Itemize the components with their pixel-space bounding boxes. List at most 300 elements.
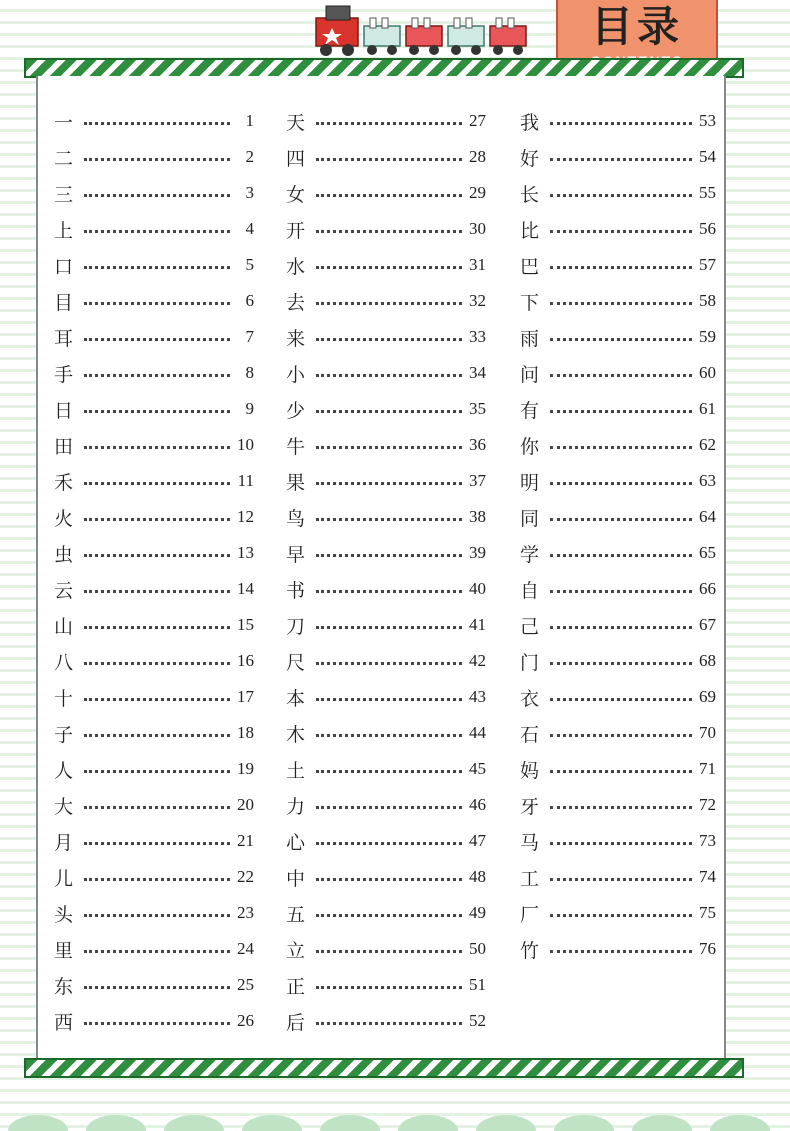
toc-character: 自 [520,579,540,602]
dot-leader [316,410,462,413]
toc-entry [286,646,486,676]
toc-page-number: 23 [237,903,254,922]
toc-page-number: 43 [469,687,486,706]
toc-entry [54,214,254,244]
toc-page-number: 10 [237,435,254,454]
toc-entry [286,394,486,424]
toc-entry [520,430,716,460]
toc-page-number: 72 [699,795,716,814]
toc-character: 十 [54,687,74,710]
toc-page-number: 49 [469,903,486,922]
scallop-shape [710,1115,770,1131]
toc-character: 日 [54,399,74,422]
toc-character: 禾 [54,471,74,494]
toc-character: 田 [54,435,74,458]
toc-character: 长 [520,183,540,206]
toc-entry [520,934,716,964]
toc-character: 月 [54,831,74,854]
dot-leader [84,698,230,701]
toc-page-number: 27 [469,111,486,130]
dot-leader [550,194,692,197]
toc-entry [286,430,486,460]
toc-character: 子 [54,723,74,746]
dot-leader [84,374,230,377]
toc-page-number: 11 [237,471,254,490]
dot-leader [316,446,462,449]
toc-entry [54,106,254,136]
toc-page-number: 48 [469,867,486,886]
toc-page-number: 2 [245,147,254,166]
dot-leader [84,770,230,773]
toc-entry [520,718,716,748]
toc-entry [286,574,486,604]
toc-entry [286,970,486,1000]
toc-page-number: 39 [469,543,486,562]
toc-entry [54,754,254,784]
dot-leader [316,662,462,665]
toc-character: 厂 [520,903,540,926]
toc-page-number: 40 [469,579,486,598]
toc-character: 山 [54,615,74,638]
toc-page-number: 67 [699,615,716,634]
toc-character: 三 [54,183,74,206]
dot-leader [84,230,230,233]
toc-page-number: 41 [469,615,486,634]
toc-entry [286,214,486,244]
toc-entry [54,142,254,172]
toc-character: 女 [286,183,306,206]
toc-entry [286,106,486,136]
dot-leader [316,518,462,521]
toc-character: 你 [520,435,540,458]
toc-entry [286,826,486,856]
toc-character: 力 [286,795,306,818]
toc-character: 里 [54,939,74,962]
toc-page-number: 76 [699,939,716,958]
toc-character: 比 [520,219,540,242]
toc-page-number: 16 [237,651,254,670]
toc-entry [520,682,716,712]
dot-leader [84,266,230,269]
dot-leader [316,158,462,161]
toc-page-number: 28 [469,147,486,166]
toc-character: 牙 [520,795,540,818]
dot-leader [550,158,692,161]
toc-entry [286,538,486,568]
toc-entry [286,862,486,892]
scallop-shape [164,1115,224,1131]
toc-entry [54,1006,254,1036]
toc-entry [286,1006,486,1036]
toc-page-number: 34 [469,363,486,382]
dot-leader [550,842,692,845]
toc-page-number: 12 [237,507,254,526]
scallop-shape [554,1115,614,1131]
toc-page-number: 50 [469,939,486,958]
toc-character: 上 [54,219,74,242]
dot-leader [550,950,692,953]
toc-entry [520,610,716,640]
toc-entry [54,718,254,748]
dot-leader [550,266,692,269]
toc-entry [286,502,486,532]
toc-page-number: 62 [699,435,716,454]
toc-character: 刀 [286,615,306,638]
toc-page-number: 64 [699,507,716,526]
toc-character: 少 [286,399,306,422]
toc-entry [54,574,254,604]
dot-leader [316,626,462,629]
dot-leader [316,770,462,773]
toc-character: 好 [520,147,540,170]
toc-entry [54,898,254,928]
toc-page-number: 3 [245,183,254,202]
toc-entry [286,682,486,712]
dot-leader [316,950,462,953]
toc-entry [54,178,254,208]
toc-character: 竹 [520,939,540,962]
dot-leader [316,806,462,809]
dot-leader [316,698,462,701]
dot-leader [550,734,692,737]
toc-character: 云 [54,579,74,602]
dot-leader [550,446,692,449]
toc-character: 口 [54,255,74,278]
toc-entry [54,286,254,316]
toc-character: 同 [520,507,540,530]
toc-entry [520,538,716,568]
dot-leader [316,914,462,917]
toc-page-number: 26 [237,1011,254,1030]
toc-entry [54,790,254,820]
toc-page-number: 57 [699,255,716,274]
toc-entry [286,790,486,820]
toc-entry [520,286,716,316]
toc-entry [286,754,486,784]
toc-page-number: 25 [237,975,254,994]
toc-character: 妈 [520,759,540,782]
dot-leader [84,626,230,629]
toc-character: 四 [286,147,306,170]
toc-entry [286,610,486,640]
toc-page-number: 52 [469,1011,486,1030]
toy-train-icon [312,4,552,58]
dot-leader [84,194,230,197]
toc-character: 小 [286,363,306,386]
toc-page-number: 56 [699,219,716,238]
toc-page-number: 59 [699,327,716,346]
toc-entry [286,718,486,748]
dot-leader [550,122,692,125]
dot-leader [550,878,692,881]
dot-leader [550,554,692,557]
dot-leader [316,374,462,377]
dot-leader [84,878,230,881]
scallop-shape [8,1115,68,1131]
toc-character: 八 [54,651,74,674]
toc-page-number: 58 [699,291,716,310]
toc-character: 来 [286,327,306,350]
toc-character: 巴 [520,255,540,278]
toc-page-number: 7 [245,327,254,346]
toc-page-number: 38 [469,507,486,526]
toc-page-number: 60 [699,363,716,382]
scallop-shape [476,1115,536,1131]
toc-page-number: 71 [699,759,716,778]
toc-character: 本 [286,687,306,710]
dot-leader [316,230,462,233]
toc-character: 学 [520,543,540,566]
toc-entry [520,106,716,136]
toc-page-number: 70 [699,723,716,742]
toc-character: 鸟 [286,507,306,530]
toc-page-number: 47 [469,831,486,850]
toc-entry [54,322,254,352]
toc-entry [286,250,486,280]
toc-character: 去 [286,291,306,314]
toc-page-number: 51 [469,975,486,994]
toc-character: 火 [54,507,74,530]
dot-leader [550,626,692,629]
toc-character: 心 [286,831,306,854]
dot-leader [84,122,230,125]
toc-character: 牛 [286,435,306,458]
toc-entry [286,466,486,496]
toc-entry [286,178,486,208]
toc-entry [286,898,486,928]
dot-leader [550,518,692,521]
dot-leader [84,662,230,665]
toc-page-number: 30 [469,219,486,238]
toc-page-number: 53 [699,111,716,130]
toc-character: 雨 [520,327,540,350]
dot-leader [84,590,230,593]
toc-character: 果 [286,471,306,494]
toc-page-number: 29 [469,183,486,202]
toc-page-number: 18 [237,723,254,742]
scallop-shape [86,1115,146,1131]
dot-leader [550,302,692,305]
toc-character: 手 [54,363,74,386]
toc-page-number: 22 [237,867,254,886]
toc-entry [520,790,716,820]
dot-leader [316,194,462,197]
dot-leader [550,914,692,917]
toc-entry [54,682,254,712]
dot-leader [84,986,230,989]
toc-character: 儿 [54,867,74,890]
toc-page-number: 54 [699,147,716,166]
toc-character: 东 [54,975,74,998]
toc-entry [286,322,486,352]
dot-leader [84,950,230,953]
toc-page-number: 6 [245,291,254,310]
toc-entry [286,286,486,316]
toc-entry [520,178,716,208]
toc-character: 己 [520,615,540,638]
toc-character: 土 [286,759,306,782]
dot-leader [84,734,230,737]
dot-leader [84,482,230,485]
toc-character: 问 [520,363,540,386]
dot-leader [316,554,462,557]
dot-leader [316,986,462,989]
toc-character: 明 [520,471,540,494]
dot-leader [550,482,692,485]
toc-character: 西 [54,1011,74,1034]
toc-character: 天 [286,111,306,134]
toc-page-number: 31 [469,255,486,274]
toc-character: 我 [520,111,540,134]
toc-page-number: 35 [469,399,486,418]
toc-entry [520,646,716,676]
dot-leader [84,1022,230,1025]
toc-character: 尺 [286,651,306,674]
page-title: 目录 [590,2,683,51]
toc-character: 木 [286,723,306,746]
contents-panel [36,76,726,1060]
toc-entry [520,358,716,388]
dot-leader [316,1022,462,1025]
toc-entry [286,358,486,388]
dot-leader [84,338,230,341]
toc-page-number: 66 [699,579,716,598]
dot-leader [84,914,230,917]
toc-page-number: 21 [237,831,254,850]
toc-page-number: 20 [237,795,254,814]
toc-page-number: 37 [469,471,486,490]
toc-entry [54,430,254,460]
dot-leader [84,806,230,809]
toc-character: 开 [286,219,306,242]
toc-page-number: 65 [699,543,716,562]
dot-leader [550,374,692,377]
toc-entry [520,574,716,604]
toc-page-number: 19 [237,759,254,778]
toc-entry [520,142,716,172]
toc-page-number: 24 [237,939,254,958]
dot-leader [316,338,462,341]
toc-page-number: 36 [469,435,486,454]
toc-character: 立 [286,939,306,962]
toc-character: 书 [286,579,306,602]
toc-entry [520,466,716,496]
scallop-shape [632,1115,692,1131]
toc-page-number: 63 [699,471,716,490]
dot-leader [550,698,692,701]
toc-page-number: 73 [699,831,716,850]
toc-page-number: 15 [237,615,254,634]
toc-character: 正 [286,975,306,998]
toc-page-number: 42 [469,651,486,670]
top-stripe-border [24,58,744,78]
scallop-shape [242,1115,302,1131]
toc-character: 马 [520,831,540,854]
toc-page-number: 61 [699,399,716,418]
toc-entry [54,970,254,1000]
dot-leader [84,554,230,557]
toc-character: 工 [520,867,540,890]
toc-page-number: 9 [245,399,254,418]
toc-entry [520,862,716,892]
dot-leader [316,590,462,593]
toc-character: 门 [520,651,540,674]
dot-leader [316,122,462,125]
dot-leader [84,302,230,305]
dot-leader [316,302,462,305]
dot-leader [550,806,692,809]
dot-leader [550,338,692,341]
scallop-shape [398,1115,458,1131]
toc-entry [54,826,254,856]
toc-character: 人 [54,759,74,782]
dot-leader [316,734,462,737]
scallop-border-decoration [0,1112,790,1131]
toc-page-number: 13 [237,543,254,562]
toc-entry [54,502,254,532]
dot-leader [550,230,692,233]
toc-page-number: 68 [699,651,716,670]
dot-leader [316,842,462,845]
dot-leader [84,446,230,449]
toc-entry [520,898,716,928]
toc-character: 五 [286,903,306,926]
toc-page-number: 1 [245,111,254,130]
dot-leader [84,518,230,521]
toc-page-number: 4 [245,219,254,238]
toc-page-number: 75 [699,903,716,922]
toc-character: 水 [286,255,306,278]
toc-page-number: 55 [699,183,716,202]
dot-leader [550,590,692,593]
toc-entry [54,646,254,676]
toc-entry [54,358,254,388]
toc-entry [54,610,254,640]
toc-entry [520,826,716,856]
toc-entry [520,250,716,280]
toc-character: 耳 [54,327,74,350]
toc-character: 一 [54,111,74,134]
toc-character: 下 [520,291,540,314]
toc-page-number: 69 [699,687,716,706]
toc-page-number: 17 [237,687,254,706]
toc-entry [54,862,254,892]
dot-leader [550,770,692,773]
dot-leader [550,662,692,665]
toc-entry [286,142,486,172]
scallop-shape [320,1115,380,1131]
toc-character: 大 [54,795,74,818]
toc-character: 石 [520,723,540,746]
dot-leader [550,410,692,413]
dot-leader [84,842,230,845]
toc-entry [520,502,716,532]
toc-entry [54,250,254,280]
toc-character: 有 [520,399,540,422]
toc-character: 后 [286,1011,306,1034]
bottom-stripe-border [24,1058,744,1078]
toc-page-number: 44 [469,723,486,742]
dot-leader [316,266,462,269]
toc-character: 头 [54,903,74,926]
toc-entry [54,466,254,496]
toc-page-number: 74 [699,867,716,886]
toc-page-number: 5 [245,255,254,274]
toc-character: 目 [54,291,74,314]
toc-page-number: 45 [469,759,486,778]
toc-character: 虫 [54,543,74,566]
toc-page-number: 14 [237,579,254,598]
